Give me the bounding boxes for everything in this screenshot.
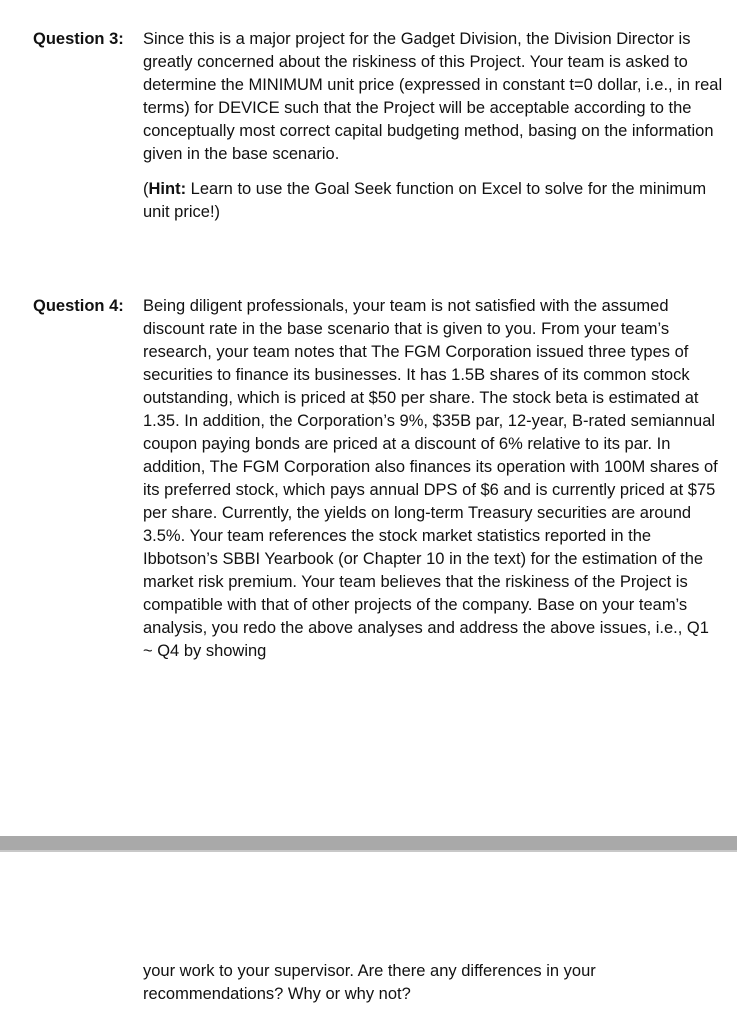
hint-label: Hint: [148, 180, 187, 198]
question-3-text: Since this is a major project for the Gadget Division, the Division Director is greatly concerned about the riskiness of this Project. Your team is asked to determine the MINIMUM unit price (expressed in constant t=0 dollar, i.e., in real terms) for DEVICE such that the Project will be acceptable according to the conceptually most correct capital budgeting method, basing on the information given in the base scenario. [143, 30, 723, 163]
question-4-body [143, 295, 723, 663]
page-bottom [0, 852, 737, 1024]
question-3-hint [143, 178, 723, 224]
question-4-continuation-text: your work to your supervisor. Are there any differences in your recommendations? Why or why not? [143, 962, 596, 1003]
question-4-text: Being diligent professionals, your team is not satisfied with the assumed discount rate in the base scenario that is given to you. From your team’s research, your team notes that The FGM Corporation issued three types of securities to finance its businesses. It has 1.5B shares of its common stock outstanding, which is priced at $50 per share. The stock beta is estimated at 1.35. In addition, the Corporation’s 9%, $35B par, 12-year, B-rated semiannual coupon paying bonds are priced at a discount of 6% relative to its par. In addition, The FGM Corporation also finances its operation with 100M shares of its preferred stock, which pays annual DPS of $6 and is currently priced at $75 per share. Currently, the yields on long-term Treasury securities are around 3.5%. Your team references the stock market statistics reported in the Ibbotson’s SBBI Yearbook (or Chapter 10 in the text) for the estimation of the market risk premium. Your team believes that the riskiness of the Project is compatible with that of other projects of the company. Base on your team’s analysis, you redo the above analyses and address the above issues, i.e., Q1 ~ Q4 by showing [143, 297, 718, 660]
question-3-body [143, 28, 723, 224]
page-break-divider [0, 836, 737, 852]
hint-open-paren: ( [143, 180, 149, 198]
question-4-label: Question 4: [33, 297, 124, 315]
question-3-label: Question 3: [33, 30, 124, 48]
hint-text: Learn to use the Goal Seek function on Excel to solve for the minimum unit price!) [143, 180, 707, 221]
question-4-continuation [143, 960, 723, 1006]
